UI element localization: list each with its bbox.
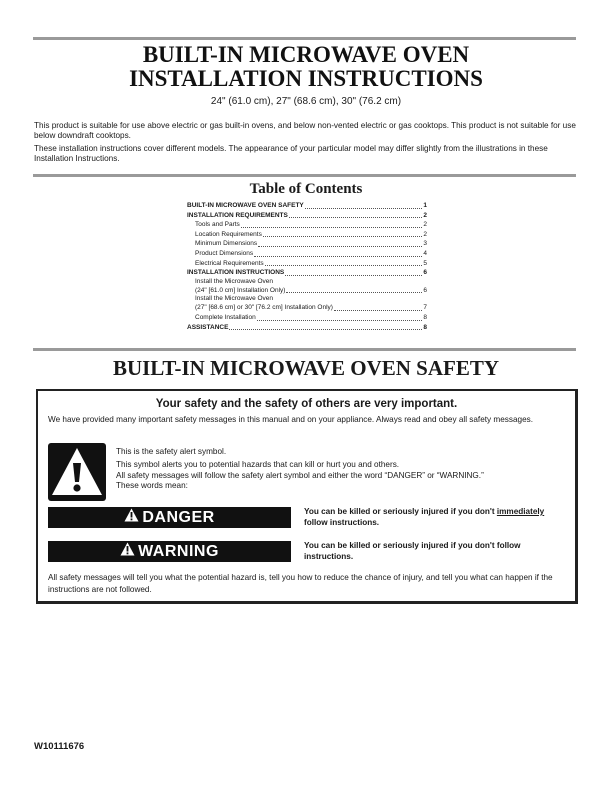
alert-line: This symbol alerts you to potential hazards that can kill or hurt you and others. xyxy=(116,460,400,469)
safety-section-title: BUILT-IN MICROWAVE OVEN SAFETY xyxy=(112,356,500,380)
toc-page-number: 4 xyxy=(423,249,427,257)
safety-heading: Your safety and the safety of others are very important. xyxy=(155,398,458,410)
toc-entry-label: (27" [68.6 cm] or 30" [76.2 cm] Installation Only) xyxy=(195,304,333,312)
leader-dots xyxy=(241,227,423,228)
table-of-contents xyxy=(187,201,427,332)
leader-dots xyxy=(285,275,422,276)
toc-page-number: 1 xyxy=(423,202,427,209)
title-line-2: INSTALLATION INSTRUCTIONS xyxy=(129,66,483,91)
top-rule xyxy=(33,37,576,40)
leader-dots xyxy=(289,217,423,218)
leader-dots xyxy=(305,208,423,209)
leader-dots xyxy=(265,265,423,266)
danger-label: DANGER xyxy=(142,509,215,526)
intro-paragraph: These installation instructions cover different models. The appearance of your particular model may differ slightly from the illustrations in these Installation Instructions. xyxy=(34,144,548,163)
toc-page-number: 5 xyxy=(423,259,427,267)
toc-entry-label: Complete Installation xyxy=(195,313,256,321)
safety-box xyxy=(36,389,578,604)
toc-entry-label: Tools and Parts xyxy=(195,221,240,229)
toc-page-number: 3 xyxy=(423,240,427,248)
alert-line: These words mean: xyxy=(116,481,188,490)
danger-desc-text: follow instructions. xyxy=(304,518,380,527)
toc-page-number: 2 xyxy=(423,230,427,238)
leader-dots xyxy=(254,256,422,257)
alert-explanation xyxy=(116,445,566,491)
toc-entry[interactable] xyxy=(187,259,427,269)
toc-page-number: 6 xyxy=(423,269,427,277)
danger-banner xyxy=(48,507,291,528)
toc-entry[interactable] xyxy=(187,249,427,259)
danger-desc-emphasis: immediately xyxy=(496,507,545,516)
toc-entry[interactable] xyxy=(187,201,427,211)
toc-page-number: 2 xyxy=(423,221,427,229)
section-rule xyxy=(33,348,576,351)
safety-intro: We have provided many important safety messages in this manual and on your appliance. Always read and obey all safety messages. xyxy=(48,415,533,424)
toc-entry[interactable] xyxy=(187,313,427,323)
toc-entry-label: BUILT-IN MICROWAVE OVEN SAFETY xyxy=(187,202,304,209)
leader-dots xyxy=(258,246,422,247)
alert-triangle-icon xyxy=(124,507,139,528)
toc-entry-label: INSTALLATION REQUIREMENTS xyxy=(187,211,288,219)
size-subtitle: 24" (61.0 cm), 27" (68.6 cm), 30" (76.2 cm) xyxy=(210,96,402,107)
toc-entry[interactable] xyxy=(187,220,427,230)
toc-entry[interactable] xyxy=(187,323,427,333)
leader-dots xyxy=(263,236,423,237)
warning-description: You can be killed or seriously injured if you don't follow instructions. xyxy=(304,541,521,561)
title-line-1: BUILT-IN MICROWAVE OVEN xyxy=(142,42,470,67)
toc-entry-label: ASSISTANCE xyxy=(187,323,229,331)
toc-entry[interactable] xyxy=(187,268,427,278)
toc-entry[interactable] xyxy=(187,295,427,313)
toc-page-number: 6 xyxy=(423,286,427,294)
leader-dots xyxy=(229,329,422,330)
toc-entry-label: Install the Microwave Oven xyxy=(195,295,274,303)
toc-page-number: 7 xyxy=(423,304,427,312)
toc-entry[interactable] xyxy=(187,239,427,249)
toc-entry-label: Electrical Requirements xyxy=(195,259,264,267)
toc-entry-label: (24" [61.0 cm] Installation Only) xyxy=(195,286,286,294)
safety-footer: All safety messages will tell you what the potential hazard is, tell you how to reduce the chance of injury, and tell you what can happen if the instructions are not followed. xyxy=(48,573,553,594)
alert-line: This is the safety alert symbol. xyxy=(116,447,227,456)
danger-description xyxy=(304,506,569,528)
intro-text xyxy=(34,121,579,167)
toc-entry-label: Install the Microwave Oven xyxy=(195,277,274,285)
leader-dots xyxy=(286,292,422,293)
warning-label: WARNING xyxy=(138,543,219,560)
danger-desc-text: You can be killed or seriously injured if you don't xyxy=(304,507,497,516)
section-rule xyxy=(33,174,576,177)
toc-entry-label: Minimum Dimensions xyxy=(195,240,258,248)
toc-page-number: 8 xyxy=(423,323,427,331)
document-number: W10111676 xyxy=(34,741,85,752)
toc-page-number: 2 xyxy=(423,211,427,219)
toc-entry[interactable] xyxy=(187,230,427,240)
alert-line: All safety messages will follow the safety alert symbol and either the word “DANGER” or “WARNING.” xyxy=(116,471,484,480)
leader-dots xyxy=(257,320,423,321)
toc-title: Table of Contents xyxy=(249,181,363,197)
toc-entry-label: INSTALLATION INSTRUCTIONS xyxy=(187,269,285,277)
toc-entry-label: Location Requirements xyxy=(195,230,262,238)
toc-page-number: 8 xyxy=(423,313,427,321)
toc-entry[interactable] xyxy=(187,211,427,221)
warning-banner xyxy=(48,541,291,562)
intro-paragraph: This product is suitable for use above electric or gas built-in ovens, and below non-vented electric or gas cooktops. This product is not suitable for use below downdraft cooktops. xyxy=(34,121,576,140)
page-title xyxy=(0,43,612,91)
leader-dots xyxy=(334,310,422,311)
toc-entry[interactable] xyxy=(187,278,427,296)
toc-entry-label: Product Dimensions xyxy=(195,249,254,257)
warning-triangle-icon xyxy=(48,443,106,501)
alert-triangle-icon xyxy=(120,541,135,562)
